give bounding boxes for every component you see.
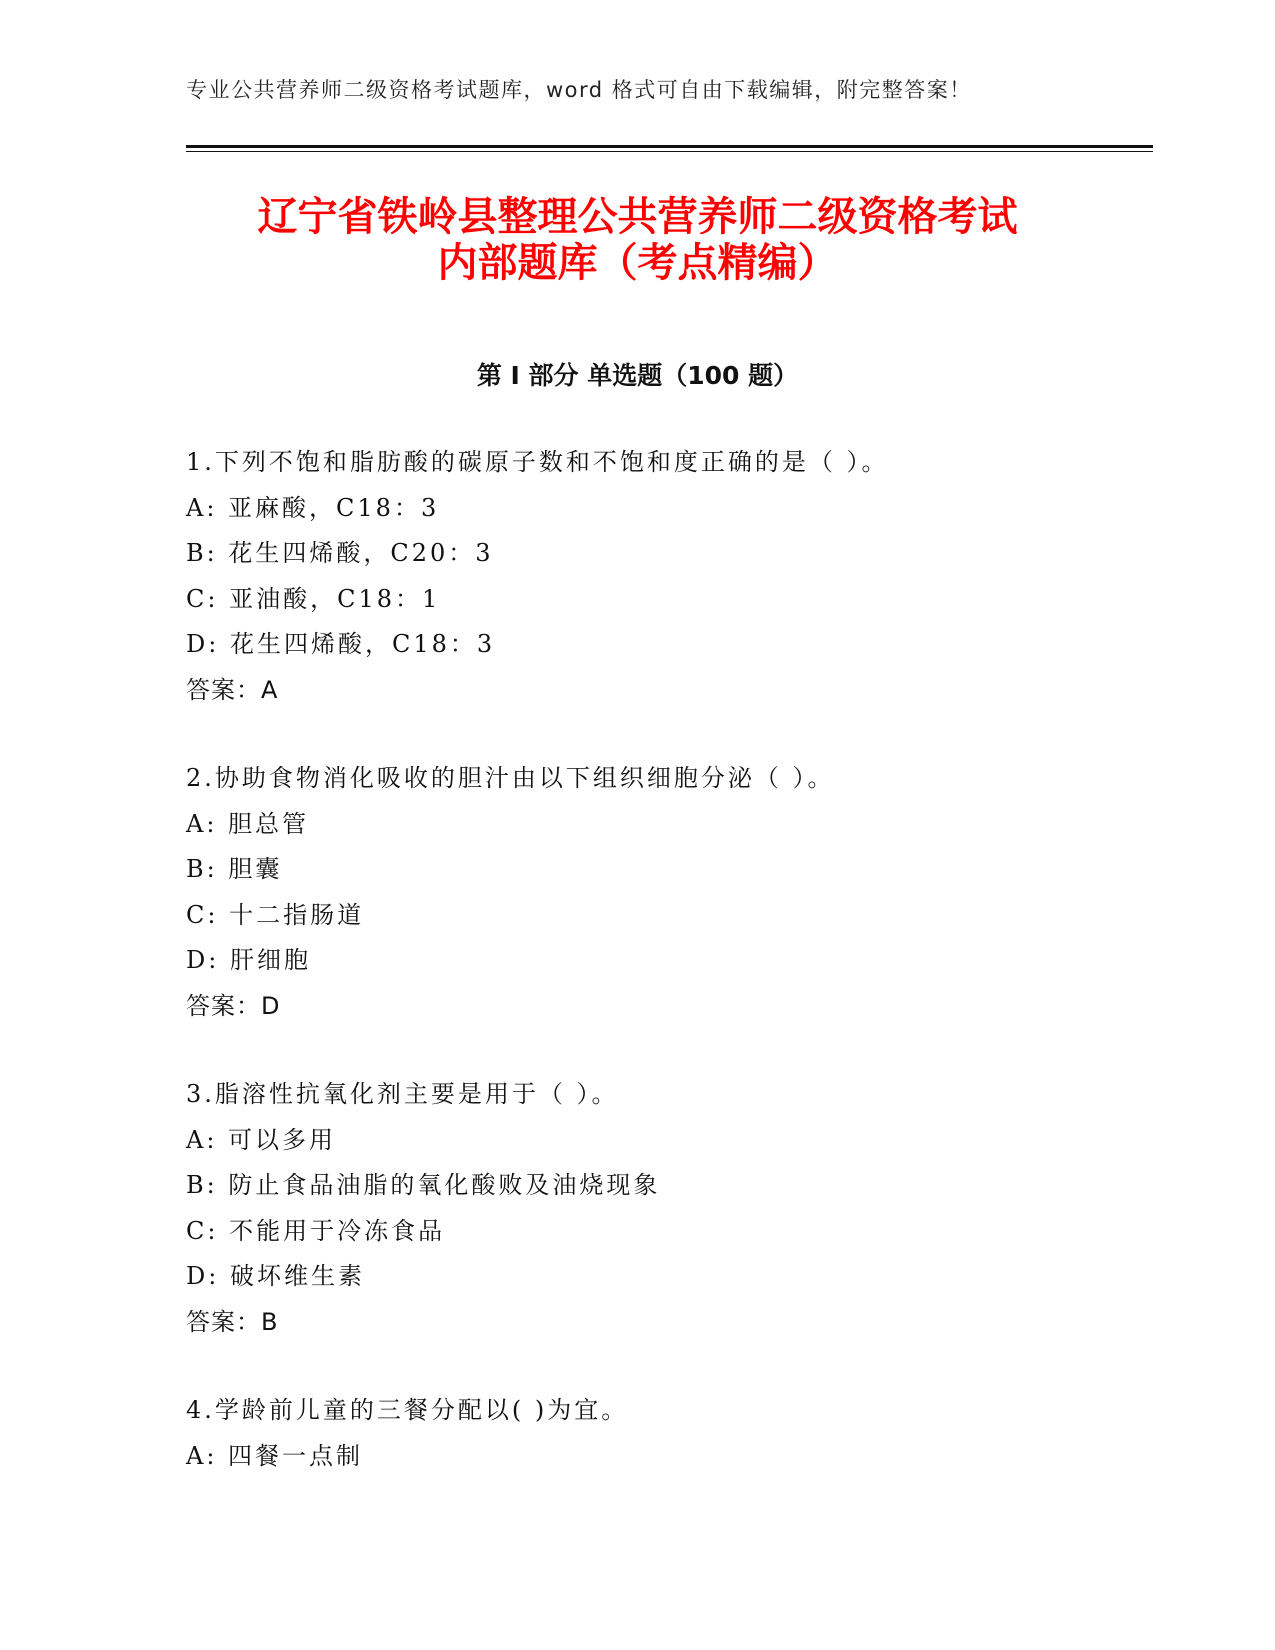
option-d: D: 肝细胞 [186, 946, 311, 974]
answer: 答案：B [186, 1307, 279, 1336]
question-stem: 1.下列不饱和脂肪酸的碳原子数和不饱和度正确的是（ ）。 [186, 448, 889, 476]
question-3 [186, 1072, 1146, 1345]
header-rule-thin [186, 151, 1153, 152]
section-title: 第 I 部分 单选题（100 题） [476, 361, 799, 390]
option-b: B: 防止食品油脂的氧化酸败及油烧现象 [186, 1171, 661, 1199]
question-stem: 3.脂溶性抗氧化剂主要是用于（ ）。 [186, 1080, 619, 1108]
question-list [186, 440, 1146, 1522]
header-rule-thick [186, 145, 1153, 148]
document-title-line-1: 辽宁省铁岭县整理公共营养师二级资格考试 [257, 194, 1018, 240]
option-a: A: 胆总管 [186, 809, 310, 838]
question-1 [186, 440, 1146, 713]
header-note: 专业公共营养师二级资格考试题库，word 格式可自由下载编辑，附完整答案！ [186, 78, 972, 102]
question-stem: 4.学龄前儿童的三餐分配以( )为宜。 [186, 1396, 629, 1424]
option-d: D: 花生四烯酸，C18：3 [186, 630, 496, 658]
option-b: B: 花生四烯酸，C20：3 [186, 539, 494, 567]
option-a: A: 亚麻酸，C18：3 [186, 493, 440, 522]
option-b: B: 胆囊 [186, 855, 283, 883]
option-a: A: 可以多用 [186, 1125, 337, 1154]
answer: 答案：D [186, 991, 281, 1020]
question-stem: 2.协助食物消化吸收的胆汁由以下组织细胞分泌（ ）。 [186, 764, 835, 792]
answer: 答案：A [186, 675, 279, 704]
question-2 [186, 756, 1146, 1029]
document-title [150, 194, 1125, 286]
option-a: A: 四餐一点制 [186, 1441, 364, 1470]
option-c: C: 十二指肠道 [186, 900, 365, 929]
option-c: C: 不能用于冷冻食品 [186, 1216, 446, 1245]
option-c: C: 亚油酸，C18：1 [186, 584, 441, 613]
question-4 [186, 1388, 1146, 1479]
document-title-line-2: 内部题库（考点精编） [437, 240, 838, 286]
option-d: D: 破坏维生素 [186, 1262, 365, 1290]
